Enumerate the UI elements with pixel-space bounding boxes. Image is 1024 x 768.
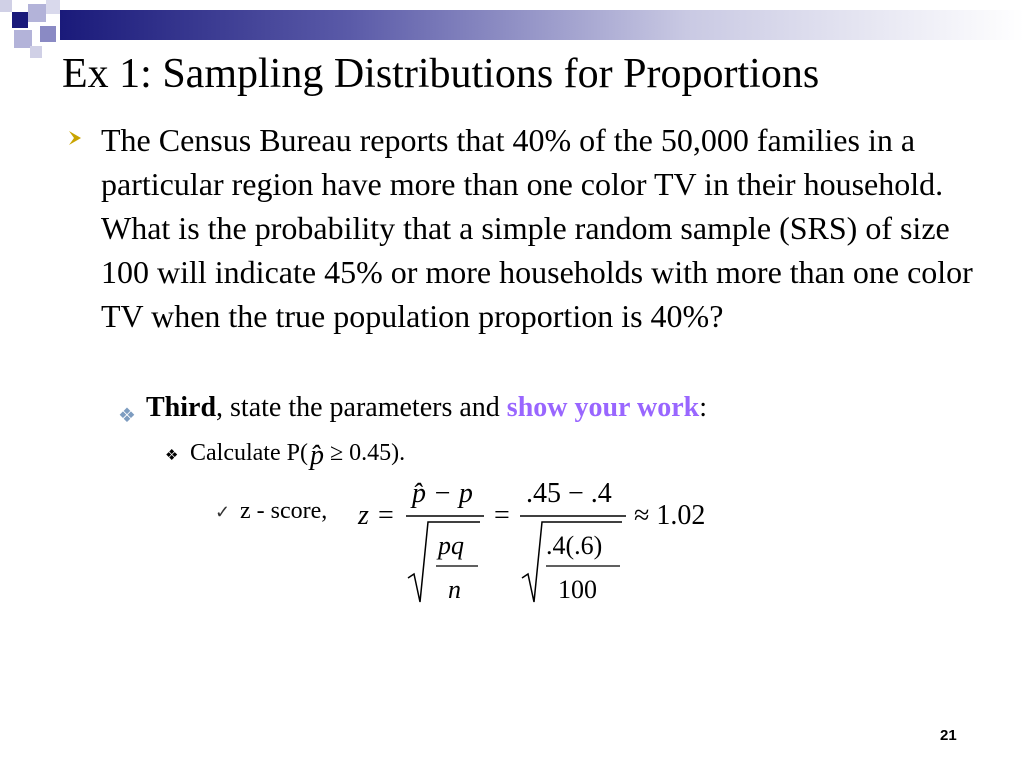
pq-numerator: pq: [438, 531, 464, 560]
page-number: 21: [940, 727, 957, 744]
sub-bullet-middle: , state the parameters and: [216, 392, 507, 423]
arrow-bullet-icon: [66, 128, 86, 148]
header-square-2: [28, 4, 46, 22]
header-square-tl: [0, 0, 12, 12]
calc-prefix: Calculate P(: [190, 440, 308, 466]
diamond-bullet-icon: ❖: [118, 405, 136, 427]
calc-suffix: ≥ 0.45).: [329, 440, 406, 466]
header-square-6: [30, 46, 42, 58]
zscore-label: z - score,: [240, 498, 328, 524]
approx-result: ≈ 1.02: [634, 500, 706, 531]
small-diamond-icon: ❖: [165, 448, 179, 464]
equals-1: =: [378, 500, 394, 531]
header-square-5: [40, 26, 56, 42]
n-denominator: n: [448, 575, 461, 604]
header-square-1: [12, 12, 28, 28]
sqrt2-denominator: 100: [558, 575, 597, 604]
slide-title: Ex 1: Sampling Distributions for Proportions: [62, 51, 820, 97]
calculate-line: [190, 436, 406, 471]
z-symbol: z: [358, 500, 369, 531]
zscore-formula: [350, 470, 750, 610]
show-your-work-highlight: show your work: [506, 392, 700, 423]
checkmark-icon: ✓: [215, 502, 231, 522]
sqrt2-numerator: .4(.6): [546, 531, 603, 560]
problem-paragraph: The Census Bureau reports that 40% of the 50,000 families in a particular region have more than one color TV in their household. What is the probability that a simple random sample (SRS) of size 100 will indicate 45% or more households with more than one color TV when the true population proportion is 40%?: [101, 122, 973, 334]
numerator-1: p̂ − p: [412, 478, 473, 509]
equals-2: =: [494, 500, 510, 531]
numerator-2: .45 − .4: [526, 478, 612, 509]
header-square-3: [46, 0, 60, 14]
sub-bullet-line: [146, 392, 707, 424]
sub-bullet-end: :: [699, 392, 707, 423]
p-hat-symbol: p̂: [309, 440, 324, 471]
header-gradient-bar: [60, 10, 1024, 40]
third-label: Third: [146, 392, 217, 423]
